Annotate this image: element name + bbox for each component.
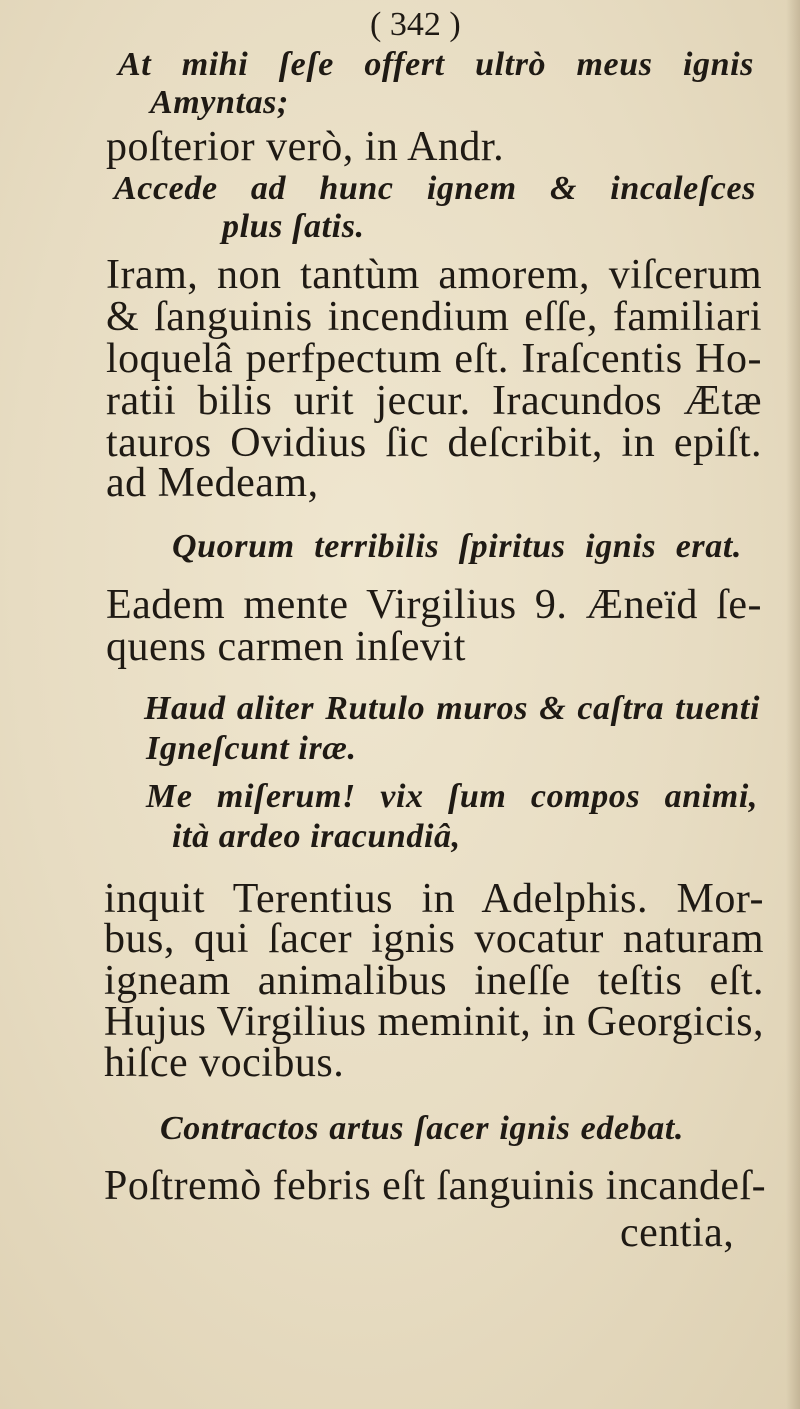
prose-line-3: poſterior verò, in Andr. bbox=[106, 124, 505, 170]
prose-line-10: tauros Ovidius ſic deſcribit, in epiſt. bbox=[106, 420, 762, 466]
page-number: ( 342 ) bbox=[370, 6, 461, 43]
prose-line-14: quens carmen inſevit bbox=[106, 624, 466, 670]
prose-line-11: ad Medeam, bbox=[106, 460, 319, 506]
verse-line-1: At mihi ſeſe offert ultrò meus ignis bbox=[118, 46, 754, 83]
verse-line-4: Accede ad hunc ignem & incaleſces bbox=[114, 170, 756, 207]
prose-line-22: Hujus Virgilius meminit, in Georgicis, bbox=[104, 999, 764, 1045]
verse-line-12: Quorum terribilis ſpiritus ignis erat. bbox=[172, 528, 742, 565]
prose-line-8: loquelâ perfpectum eſt. Iraſcentis Ho- bbox=[106, 336, 762, 382]
prose-line-19: inquit Terentius in Adelphis. Mor- bbox=[104, 876, 764, 922]
prose-line-23: hiſce vocibus. bbox=[104, 1040, 345, 1086]
verse-line-15: Haud aliter Rutulo muros & caſtra tuenti bbox=[144, 690, 760, 727]
verse-line-17: Me miſerum! vix ſum compos animi, bbox=[146, 778, 758, 815]
prose-line-6: Iram, non tantùm amorem, viſcerum bbox=[106, 252, 762, 298]
verse-line-24: Contractos artus ſacer ignis edebat. bbox=[160, 1110, 684, 1147]
prose-line-26: centia, bbox=[620, 1210, 735, 1256]
prose-line-20: bus, qui ſacer ignis vocatur naturam bbox=[104, 916, 764, 962]
prose-line-9: ratii bilis urit jecur. Iracundos Ætæ bbox=[106, 378, 762, 424]
prose-line-13: Eadem mente Virgilius 9. Æneïd ſe- bbox=[106, 582, 762, 628]
verse-line-16: Igneſcunt iræ. bbox=[146, 730, 357, 767]
page-edge-shadow bbox=[786, 0, 800, 1409]
verse-line-2: Amyntas; bbox=[150, 84, 289, 121]
verse-line-18: ità ardeo iracundiâ, bbox=[172, 818, 461, 855]
prose-line-21: igneam animalibus ineſſe teſtis eſt. bbox=[104, 958, 764, 1004]
prose-line-25: Poſtremò febris eſt ſanguinis incandeſ- bbox=[104, 1163, 767, 1209]
prose-line-7: & ſanguinis incendium eſſe, familiari bbox=[106, 294, 762, 340]
verse-line-5: plus ſatis. bbox=[222, 208, 365, 245]
